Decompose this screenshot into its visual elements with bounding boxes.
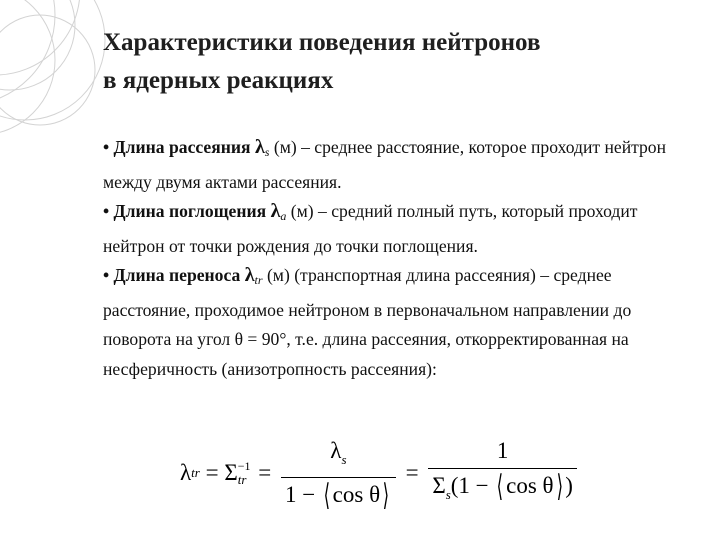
item-description: (м) (транспортная длина рассеяния) – среднее расстояние, проходимое нейтроном в первоначальном направлении до поворота на угол θ = 90°, т.е. длина рассеяния, откорректированная на несферичность (анизотропность рассеяния): [103, 265, 632, 379]
lambda-symbol: λ [254, 136, 265, 158]
lambda-symbol: λ [244, 264, 255, 286]
fraction-numerator [326, 436, 350, 477]
formula-lhs: λ [180, 460, 192, 485]
title-line-1: Характеристики поведения нейтронов [103, 29, 541, 56]
denominator-cos: cos θ [506, 473, 554, 498]
formula-sigma: Σ [224, 460, 238, 485]
denominator-sigma: Σ [432, 473, 446, 498]
symbol-subscript: s [264, 145, 270, 159]
fraction-denominator [428, 468, 577, 510]
denominator-sigma-subscript: s [445, 487, 451, 502]
denominator-one-minus: 1 − [284, 482, 321, 507]
denominator-close-paren: ) [565, 473, 573, 498]
lambda-symbol: λ [270, 200, 281, 222]
title-line-2: в ядерных реакциях [103, 67, 334, 94]
formula-sigma-superscript: −1 [237, 459, 251, 473]
fraction-denominator [281, 477, 396, 510]
fraction-numerator: 1 [496, 438, 509, 463]
formula-fraction-1 [281, 436, 396, 510]
symbol-subscript: a [280, 209, 287, 223]
term-label: • Длина переноса [103, 265, 241, 285]
numerator-subscript: s [341, 452, 347, 467]
symbol-subscript: tr [254, 273, 263, 287]
angle-bracket-close: ⟩ [556, 470, 563, 503]
content-body [103, 133, 703, 384]
formula-equals: = [252, 460, 277, 485]
angle-bracket-open: ⟨ [497, 470, 504, 503]
angle-bracket-close: ⟩ [382, 479, 390, 512]
formula-sigma-subscript: tr [237, 472, 247, 487]
transport-length-formula [180, 436, 620, 510]
formula-equals: = [199, 460, 225, 485]
formula-fraction-2 [428, 436, 577, 510]
angle-bracket-open: ⟨ [323, 479, 331, 512]
denominator-cos: cos θ [332, 482, 381, 507]
formula-equals: = [399, 460, 425, 485]
item-description: (м) – средний полный путь, который проходит нейтрон от точки рождения до точки поглощения. [103, 201, 638, 256]
slide-title [103, 24, 703, 100]
item-description: (м) – среднее расстояние, которое проходит нейтрон между двумя актами рассеяния. [103, 137, 667, 192]
item-scattering-length [103, 133, 703, 197]
denominator-one-minus: (1 − [450, 473, 495, 498]
term-label: • Длина поглощения [103, 201, 267, 221]
item-absorption-length [103, 197, 703, 261]
formula-lhs-subscript: tr [191, 465, 200, 480]
numerator-lambda: λ [330, 438, 342, 463]
term-label: • Длина рассеяния [103, 137, 251, 157]
item-transport-length [103, 261, 703, 384]
